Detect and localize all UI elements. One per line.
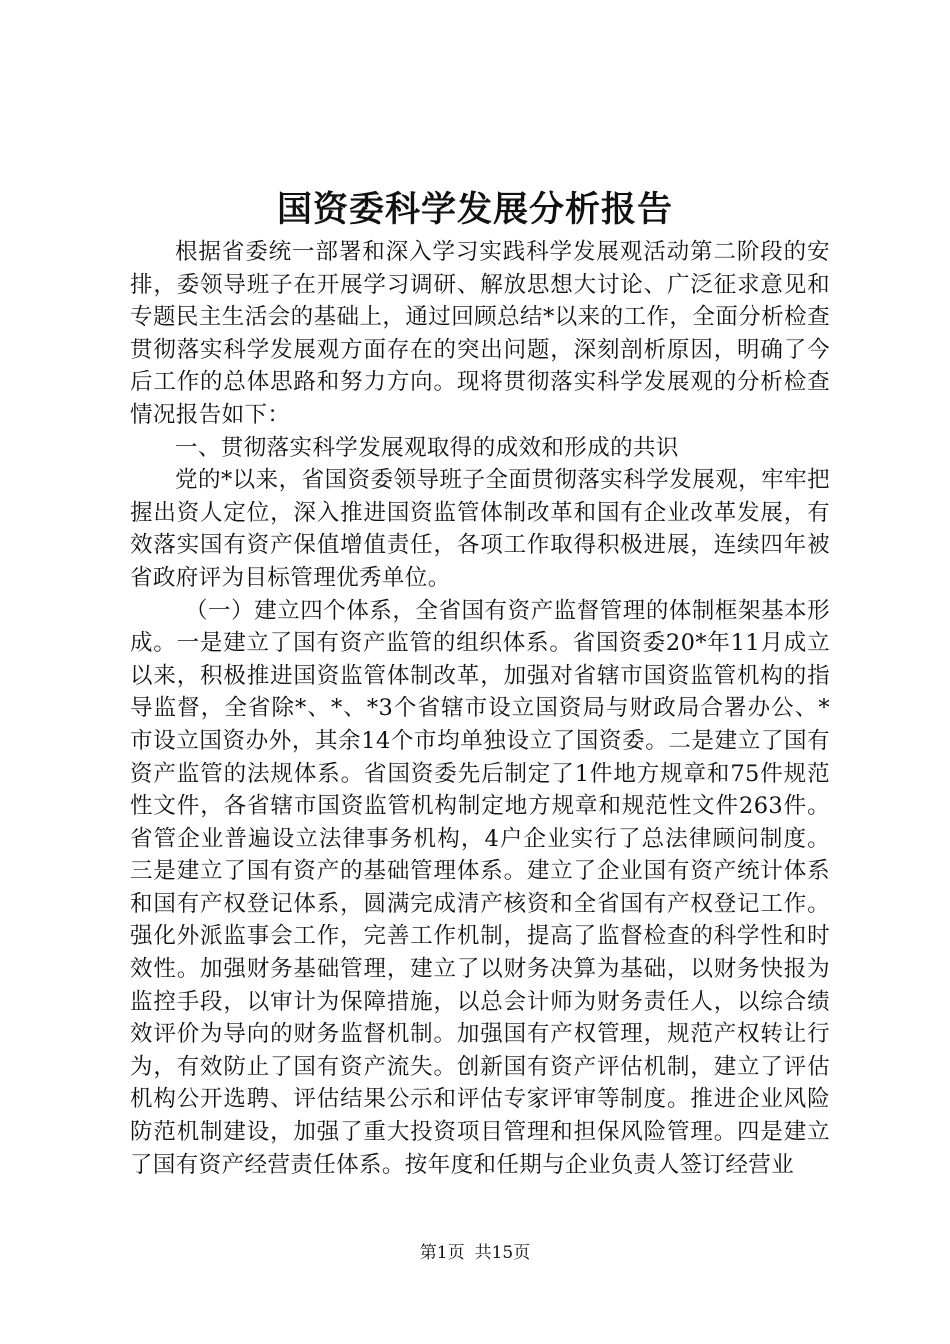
page-number: 第1页 — [419, 1243, 465, 1263]
document-title: 国资委科学发展分析报告 — [276, 189, 673, 230]
intro-paragraph: 根据省委统一部署和深入学习实践科学发展观活动第二阶段的安排，委领导班子在开展学习调研、解放思想大讨论、广泛征求意见和专题民主生活会的基础上，通过回顾总结*以来的工作，全面分析检查贯彻落实科学发展观方面存在的突出问题，深刻剖析原因，明确了今后工作的总体思路和努力方向。现将贯彻落实科学发展观的分析检查情况报告如下： — [130, 239, 830, 428]
four-systems-paragraph: （一）建立四个体系，全省国有资产监督管理的体制框架基本形成。一是建立了国有资产监管的组织体系。省国资委20*年11月成立以来，积极推进国资监管体制改革，加强对省辖市国资监管机构的指导监督，全省除*、*、*3个省辖市设立国资局与财政局合署办公、*市设立国资办外，其余14个市均单独设立了国资委。二是建立了国有资产监管的法规体系。省国资委先后制定了1件地方规章和75件规范性文件，各省辖市国资监管机构制定地方规章和规范性文件263件。省管企业普遍设立法律事务机构，4户企业实行了总法律顾问制度。三是建立了国有资产的基础管理体系。建立了企业国有资产统计体系和国有产权登记体系，圆满完成清产核资和全省国有产权登记工作。强化外派监事会工作，完善工作机制，提高了监督检查的科学性和时效性。加强财务基础管理，建立了以财务决算为基础，以财务快报为监控手段，以审计为保障措施，以总会计师为财务责任人，以综合绩效评价为导向的财务监督机制。加强国有产权管理，规范产权转让行为，有效防止了国有资产流失。创新国有资产评估机制，建立了评估机构公开选聘、评估结果公示和评估专家评审等制度。推进企业风险防范机制建设，加强了重大投资项目管理和担保风险管理。四是建立了国有资产经营责任体系。按年度和任期与企业负责人签订经营业 — [130, 597, 830, 1178]
page-footer — [0, 1241, 950, 1265]
achievements-paragraph: 党的*以来，省国资委领导班子全面贯彻落实科学发展观，牢牢把握出资人定位，深入推进国资监管体制改革和国有企业改革发展，有效落实国有资产保值增值责任，各项工作取得积极进展，连续四年被省政府评为目标管理优秀单位。 — [130, 467, 830, 591]
document-body — [130, 236, 830, 1181]
page-total: 共15页 — [474, 1243, 531, 1263]
section-heading: 一、贯彻落实科学发展观取得的成效和形成的共识 — [175, 434, 679, 461]
